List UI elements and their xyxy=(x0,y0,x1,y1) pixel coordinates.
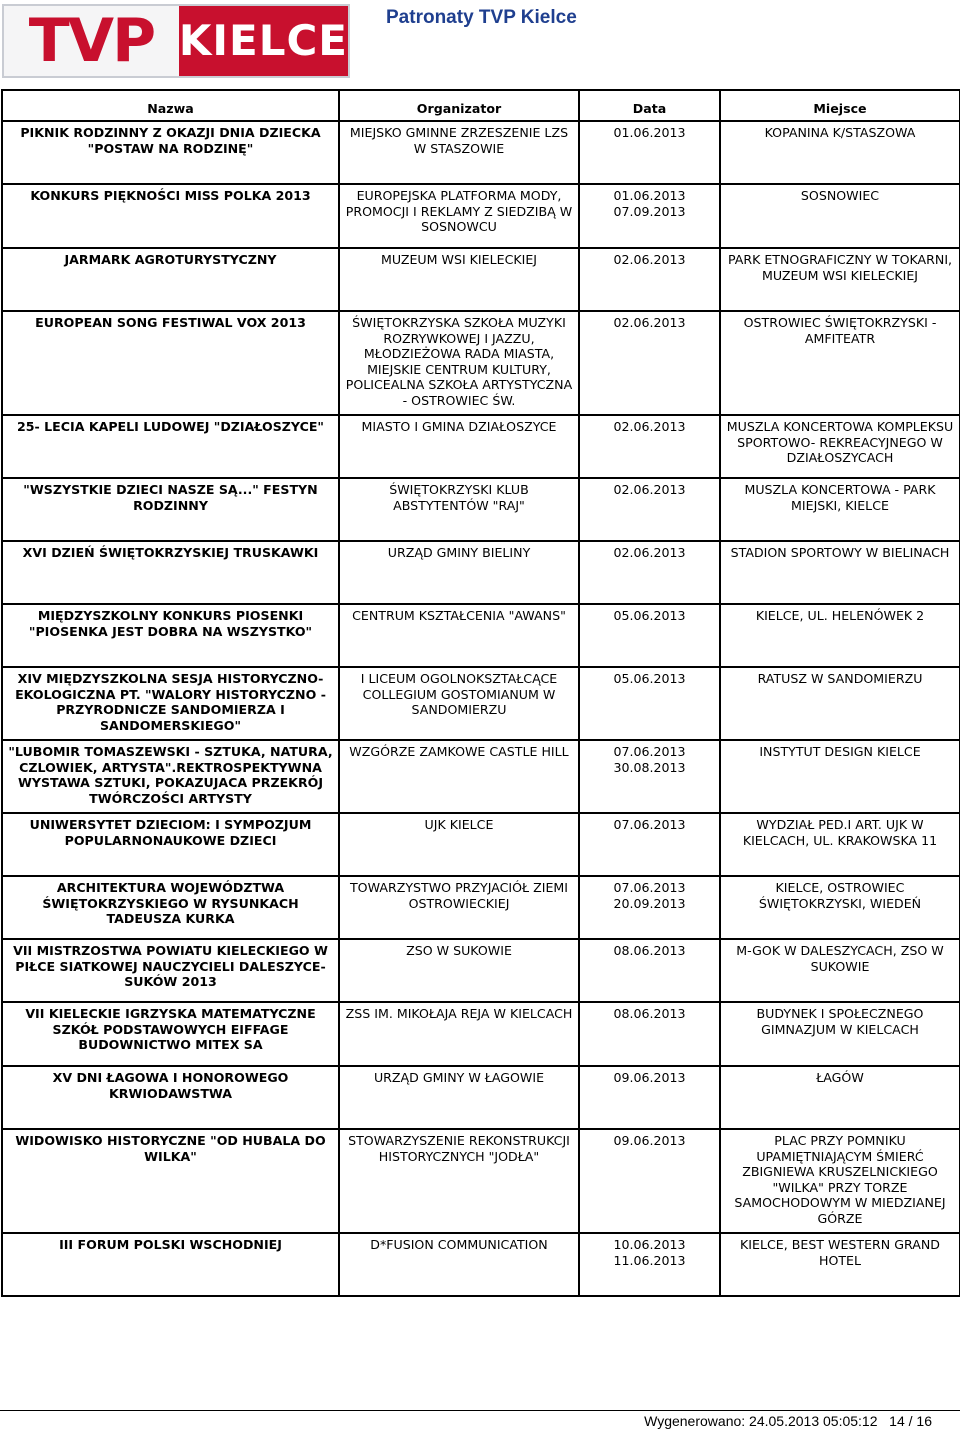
cell-place: KIELCE, OSTROWIEC ŚWIĘTOKRZYSKI, WIEDEŃ xyxy=(720,876,960,939)
cell-date: 07.06.2013 xyxy=(579,813,720,876)
cell-organizer: URZĄD GMINY BIELINY xyxy=(339,541,579,604)
cell-date: 09.06.2013 xyxy=(579,1129,720,1233)
generated-timestamp: Wygenerowano: 24.05.2013 05:05:12 xyxy=(644,1413,878,1429)
tvp-kielce-logo xyxy=(2,4,350,78)
cell-name: XIV MIĘDZYSZKOLNA SESJA HISTORYCZNO-EKOLOGICZNA PT. "WALORY HISTORYCZNO - PRZYRODNICZE SANDOMIERZA I SANDOMERSKIEGO" xyxy=(2,667,339,740)
cell-organizer: MIEJSKO GMINNE ZRZESZENIE LZS W STASZOWIE xyxy=(339,121,579,184)
cell-date: 02.06.2013 xyxy=(579,311,720,415)
cell-place: KOPANINA K/STASZOWA xyxy=(720,121,960,184)
column-header-place: Miejsce xyxy=(720,90,960,121)
logo-tvp-part xyxy=(4,6,179,76)
cell-date: 08.06.2013 xyxy=(579,939,720,1002)
cell-name: 25- LECIA KAPELI LUDOWEJ "DZIAŁOSZYCE" xyxy=(2,415,339,478)
cell-date: 10.06.2013 11.06.2013 xyxy=(579,1233,720,1296)
cell-place: KIELCE, UL. HELENÓWEK 2 xyxy=(720,604,960,667)
cell-place: STADION SPORTOWY W BIELINACH xyxy=(720,541,960,604)
cell-date: 08.06.2013 xyxy=(579,1002,720,1066)
cell-date: 07.06.2013 30.08.2013 xyxy=(579,740,720,813)
cell-organizer: CENTRUM KSZTAŁCENIA "AWANS" xyxy=(339,604,579,667)
table-row xyxy=(2,876,960,939)
cell-place: KIELCE, BEST WESTERN GRAND HOTEL xyxy=(720,1233,960,1296)
cell-organizer: EUROPEJSKA PLATFORMA MODY, PROMOCJI I REKLAMY Z SIEDZIBĄ W SOSNOWCU xyxy=(339,184,579,248)
table-row xyxy=(2,248,960,311)
cell-organizer: ZSO W SUKOWIE xyxy=(339,939,579,1002)
cell-place: OSTROWIEC ŚWIĘTOKRZYSKI - AMFITEATR xyxy=(720,311,960,415)
cell-place: MUSZLA KONCERTOWA - PARK MIEJSKI, KIELCE xyxy=(720,478,960,541)
cell-name: JARMARK AGROTURYSTYCZNY xyxy=(2,248,339,311)
cell-date: 01.06.2013 xyxy=(579,121,720,184)
cell-date: 09.06.2013 xyxy=(579,1066,720,1129)
cell-name: WIDOWISKO HISTORYCZNE "OD HUBALA DO WILKA" xyxy=(2,1129,339,1233)
cell-name: "LUBOMIR TOMASZEWSKI - SZTUKA, NATURA, CZLOWIEK, ARTYSTA".REKTROSPEKTYWNA WYSTAWA SZTUKI, POKAZUJACA PRZEKRÓJ TWÓRCZOŚCI ARTYSTY xyxy=(2,740,339,813)
cell-place: SOSNOWIEC xyxy=(720,184,960,248)
cell-name: XVI DZIEŃ ŚWIĘTOKRZYSKIEJ TRUSKAWKI xyxy=(2,541,339,604)
footer-divider xyxy=(0,1410,960,1411)
cell-organizer: TOWARZYSTWO PRZYJACIÓŁ ZIEMI OSTROWIECKIEJ xyxy=(339,876,579,939)
page-number: 14 / 16 xyxy=(889,1413,932,1429)
table-row xyxy=(2,939,960,1002)
cell-date: 01.06.2013 07.09.2013 xyxy=(579,184,720,248)
cell-name: VII KIELECKIE IGRZYSKA MATEMATYCZNE SZKÓŁ PODSTAWOWYCH EIFFAGE BUDOWNICTWO MITEX SA xyxy=(2,1002,339,1066)
column-header-organizer: Organizator xyxy=(339,90,579,121)
table-row xyxy=(2,478,960,541)
table-row xyxy=(2,1002,960,1066)
patronaty-table xyxy=(1,89,960,1297)
cell-date: 02.06.2013 xyxy=(579,541,720,604)
cell-organizer: WZGÓRZE ZAMKOWE CASTLE HILL xyxy=(339,740,579,813)
cell-organizer: UJK KIELCE xyxy=(339,813,579,876)
cell-place: MUSZLA KONCERTOWA KOMPLEKSU SPORTOWO- REKREACYJNEGO W DZIAŁOSZYCACH xyxy=(720,415,960,478)
cell-place: PARK ETNOGRAFICZNY W TOKARNI, MUZEUM WSI KIELECKIEJ xyxy=(720,248,960,311)
cell-date: 07.06.2013 20.09.2013 xyxy=(579,876,720,939)
table-body xyxy=(2,121,960,1296)
column-header-name: Nazwa xyxy=(2,90,339,121)
cell-organizer: D*FUSION COMMUNICATION xyxy=(339,1233,579,1296)
page-title: Patronaty TVP Kielce xyxy=(386,7,577,28)
cell-name: VII MISTRZOSTWA POWIATU KIELECKIEGO W PIŁCE SIATKOWEJ NAUCZYCIELI DALESZYCE-SUKÓW 2013 xyxy=(2,939,339,1002)
cell-date: 02.06.2013 xyxy=(579,248,720,311)
logo-tvp-text: TVP xyxy=(28,6,155,76)
cell-place: WYDZIAŁ PED.I ART. UJK W KIELCACH, UL. KRAKOWSKA 11 xyxy=(720,813,960,876)
table-row xyxy=(2,1233,960,1296)
cell-organizer: MUZEUM WSI KIELECKIEJ xyxy=(339,248,579,311)
cell-place: BUDYNEK I SPOŁECZNEGO GIMNAZJUM W KIELCACH xyxy=(720,1002,960,1066)
cell-place: PLAC PRZY POMNIKU UPAMIĘTNIAJĄCYM ŚMIERĆ ZBIGNIEWA KRUSZELNICKIEGO "WILKA" PRZY TORZE SAMOCHODOWYM W MIEDZIANEJ GÓRZE xyxy=(720,1129,960,1233)
table-row xyxy=(2,121,960,184)
table-row xyxy=(2,184,960,248)
cell-name: EUROPEAN SONG FESTIWAL VOX 2013 xyxy=(2,311,339,415)
table-row xyxy=(2,604,960,667)
cell-date: 02.06.2013 xyxy=(579,478,720,541)
cell-name: ARCHITEKTURA WOJEWÓDZTWA ŚWIĘTOKRZYSKIEGO W RYSUNKACH TADEUSZA KURKA xyxy=(2,876,339,939)
cell-organizer: ŚWIĘTOKRZYSKA SZKOŁA MUZYKI ROZRYWKOWEJ I JAZZU, MŁODZIEŻOWA RADA MIASTA, MIEJSKIE CENTRUM KULTURY, POLICEALNA SZKOŁA ARTYSTYCZNA - OSTROWIEC ŚW. xyxy=(339,311,579,415)
cell-date: 02.06.2013 xyxy=(579,415,720,478)
cell-name: UNIWERSYTET DZIECIOM: I SYMPOZJUM POPULARNONAUKOWE DZIECI xyxy=(2,813,339,876)
table-row xyxy=(2,1066,960,1129)
cell-name: III FORUM POLSKI WSCHODNIEJ xyxy=(2,1233,339,1296)
cell-name: MIĘDZYSZKOLNY KONKURS PIOSENKI "PIOSENKA JEST DOBRA NA WSZYSTKO" xyxy=(2,604,339,667)
cell-name: KONKURS PIĘKNOŚCI MISS POLKA 2013 xyxy=(2,184,339,248)
cell-organizer: ZSS IM. MIKOŁAJA REJA W KIELCACH xyxy=(339,1002,579,1066)
cell-place: INSTYTUT DESIGN KIELCE xyxy=(720,740,960,813)
table-row xyxy=(2,541,960,604)
cell-place: ŁAGÓW xyxy=(720,1066,960,1129)
cell-name: "WSZYSTKIE DZIECI NASZE SĄ..." FESTYN RODZINNY xyxy=(2,478,339,541)
cell-organizer: ŚWIĘTOKRZYSKI KLUB ABSTYTENTÓW "RAJ" xyxy=(339,478,579,541)
cell-organizer: URZĄD GMINY W ŁAGOWIE xyxy=(339,1066,579,1129)
page-footer xyxy=(644,1413,932,1429)
column-header-date: Data xyxy=(579,90,720,121)
logo-region-part xyxy=(179,6,348,76)
cell-organizer: I LICEUM OGOLNOKSZTAŁCĄCE COLLEGIUM GOSTOMIANUM W SANDOMIERZU xyxy=(339,667,579,740)
cell-organizer: STOWARZYSZENIE REKONSTRUKCJI HISTORYCZNYCH "JODŁA" xyxy=(339,1129,579,1233)
table-row xyxy=(2,1129,960,1233)
cell-name: XV DNI ŁAGOWA I HONOROWEGO KRWIODAWSTWA xyxy=(2,1066,339,1129)
cell-place: RATUSZ W SANDOMIERZU xyxy=(720,667,960,740)
table-row xyxy=(2,667,960,740)
cell-date: 05.06.2013 xyxy=(579,667,720,740)
table-row xyxy=(2,740,960,813)
cell-place: M-GOK W DALESZYCACH, ZSO W SUKOWIE xyxy=(720,939,960,1002)
table-header-row xyxy=(2,90,960,121)
table-row xyxy=(2,813,960,876)
cell-organizer: MIASTO I GMINA DZIAŁOSZYCE xyxy=(339,415,579,478)
cell-name: PIKNIK RODZINNY Z OKAZJI DNIA DZIECKA "POSTAW NA RODZINĘ" xyxy=(2,121,339,184)
table-row xyxy=(2,415,960,478)
logo-region-text: KIELCE xyxy=(178,16,348,65)
table-row xyxy=(2,311,960,415)
cell-date: 05.06.2013 xyxy=(579,604,720,667)
